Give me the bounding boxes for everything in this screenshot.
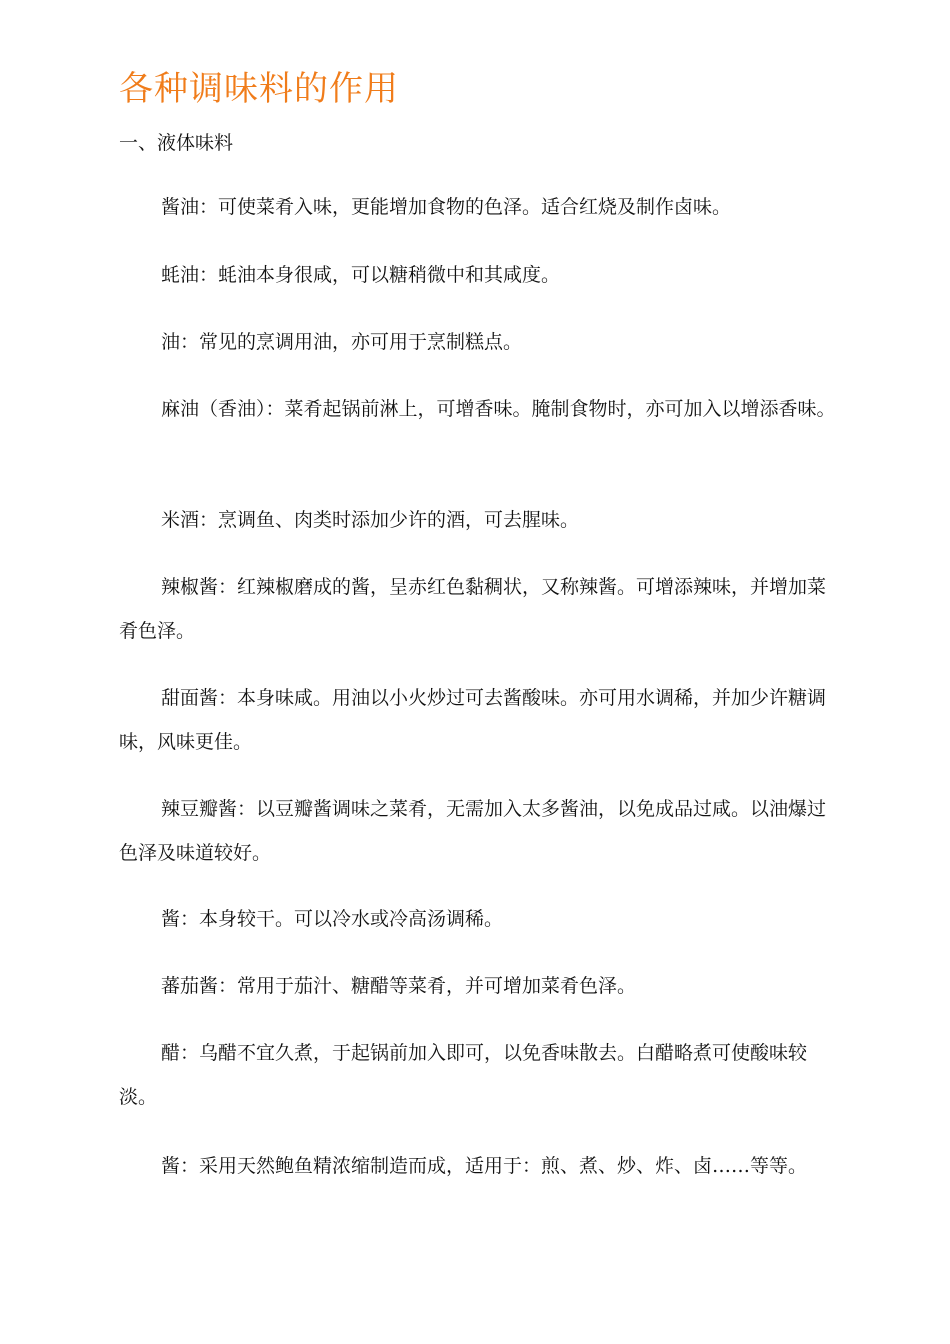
entry-abalone-sauce: 酱：采用天然鲍鱼精浓缩制造而成，适用于：煎、煮、炒、炸、卤……等等。 <box>161 1155 808 1177</box>
entry-soy-sauce: 酱油：可使菜肴入味，更能增加食物的色泽。适合红烧及制作卤味。 <box>161 196 732 218</box>
entry-chili-sauce: 辣椒酱：红辣椒磨成的酱，呈赤红色黏稠状，又称辣酱。可增添辣味，并增加菜肴色泽。 <box>119 576 827 642</box>
entry-ketchup: 蕃茄酱：常用于茄汁、糖醋等菜肴，并可增加菜肴色泽。 <box>161 975 637 997</box>
entry-oyster-sauce: 蚝油：蚝油本身很咸，可以糖稍微中和其咸度。 <box>161 264 561 286</box>
entry-sweet-bean-sauce: 甜面酱：本身味咸。用油以小火炒过可去酱酸味。亦可用水调稀，并加少许糖调味，风味更佳。 <box>119 687 827 753</box>
entry-sesame-oil: 麻油（香油）：菜肴起锅前淋上，可增香味。腌制食物时，亦可加入以增添香味。 <box>161 398 836 420</box>
entry-vinegar: 醋：乌醋不宜久煮，于起锅前加入即可，以免香味散去。白醋略煮可使酸味较淡。 <box>119 1042 808 1108</box>
entry-oil: 油：常见的烹调用油，亦可用于烹制糕点。 <box>161 331 523 353</box>
section-heading: 一、液体味料 <box>119 132 234 154</box>
page-title: 各种调味料的作用 <box>119 68 399 109</box>
entry-rice-wine: 米酒：烹调鱼、肉类时添加少许的酒，可去腥味。 <box>161 509 580 531</box>
entry-paste: 酱：本身较干。可以冷水或冷高汤调稀。 <box>161 908 504 930</box>
entry-spicy-bean-paste: 辣豆瓣酱：以豆瓣酱调味之菜肴，无需加入太多酱油，以免成品过咸。以油爆过色泽及味道较好。 <box>119 798 827 864</box>
